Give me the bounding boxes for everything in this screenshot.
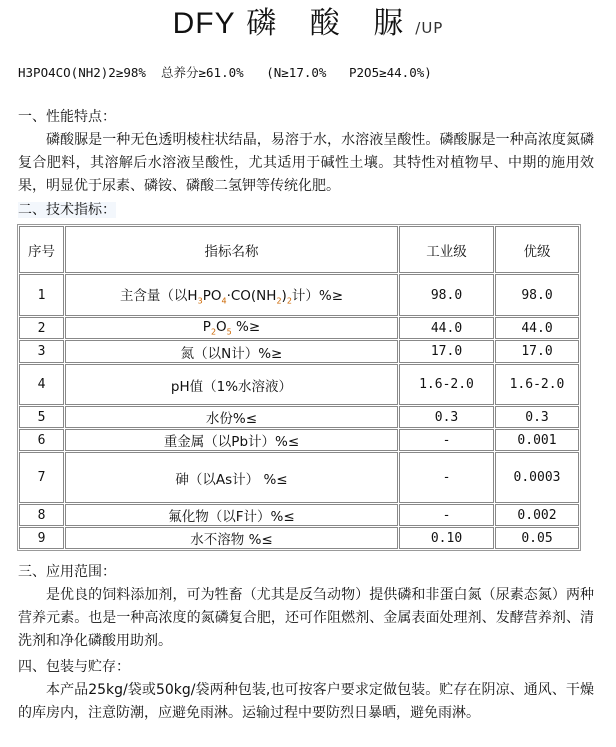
spec-table: [17, 224, 581, 551]
row-industrial: 1.6-2.0: [399, 364, 494, 405]
table-row: [19, 527, 579, 549]
row-no: 1: [19, 274, 64, 316]
row-name-part: 砷（以As计） %≤: [175, 471, 288, 488]
row-name-part: P: [202, 319, 211, 336]
row-name: [65, 429, 398, 451]
row-name-part: 主含量（以H: [119, 288, 198, 305]
section4-text: 本产品25kg/袋或50kg/袋两种包装,也可按客户要求定做包装。贮存在阴凉、通风、干燥的库房内，注意防潮，应避免雨淋。运输过程中要防烈日暴晒，避免雨淋。: [18, 682, 594, 721]
row-no: 3: [19, 340, 64, 363]
row-name-part: 氟化物（以F计）%≤: [168, 509, 295, 525]
section2-heading: [18, 199, 116, 222]
row-premium: 98.0: [495, 274, 579, 316]
section1-text: 磷酸脲是一种无色透明棱柱状结晶，易溶于水，水溶液呈酸性。磷酸脲是一种高浓度氮磷复合肥料，其溶解后水溶液呈酸性，尤其适用于碱性土壤。其特性对植物早、中期的施用效果，明显优于尿素、磷铵、磷酸二氢钾等传统化肥。: [18, 132, 594, 194]
row-premium: 0.0003: [495, 452, 579, 503]
row-industrial: 98.0: [399, 274, 494, 316]
row-industrial: 44.0: [399, 317, 494, 339]
table-row: [19, 406, 579, 428]
row-name-part: 3: [197, 296, 203, 306]
row-name-part: 水不溶物 %≤: [190, 532, 273, 548]
row-premium: 0.3: [495, 406, 579, 428]
header-no: 序号: [19, 226, 64, 273]
row-name-part: 氮（以N计）%≥: [180, 345, 283, 362]
table-row: [19, 429, 579, 451]
section3-heading: 三、应用范围：: [18, 564, 116, 580]
row-name: [65, 340, 398, 363]
title-name: 磷 酸 脲: [246, 6, 416, 41]
row-name: [65, 452, 398, 503]
row-premium: 0.001: [495, 429, 579, 451]
table-row: [19, 274, 579, 316]
row-name: [65, 317, 398, 339]
formula-line: H3PO4CO(NH2)2≥98% 总养分≥61.0% (N≥17.0% P2O5≥44.0%): [18, 65, 432, 80]
row-name-part: 2: [286, 296, 292, 306]
row-name-part: O: [216, 319, 227, 336]
row-name: [65, 274, 398, 316]
row-industrial: 0.3: [399, 406, 494, 428]
row-name: [65, 527, 398, 549]
row-premium: 44.0: [495, 317, 579, 339]
table-row: [19, 452, 579, 503]
row-premium: 0.05: [495, 527, 579, 549]
row-name: [65, 504, 398, 526]
section4-heading: 四、包装与贮存：: [18, 659, 130, 675]
row-no: 7: [19, 452, 64, 503]
row-industrial: 17.0: [399, 340, 494, 363]
row-name-part: 2: [276, 296, 282, 306]
page-title: [0, 4, 616, 48]
row-name-part: ): [281, 288, 287, 305]
row-industrial: -: [399, 429, 494, 451]
row-name-part: 水份%≤: [205, 411, 258, 427]
row-no: 5: [19, 406, 64, 428]
row-name-part: 4: [221, 296, 227, 306]
row-name-part: 计）%≥: [291, 288, 344, 305]
table-header-row: [19, 226, 579, 273]
row-name: [65, 406, 398, 428]
section3-text: 是优良的饲料添加剂，可为牲畜（尤其是反刍动物）提供磷和非蛋白氮（尿素态氮）两种营养元素。也是一种高浓度的氮磷复合肥，还可作阻燃剂、金属表面处理剂、发酵营养剂、清洗剂和净化磷酸用助剂。: [18, 587, 594, 649]
header-premium: 优级: [495, 226, 579, 273]
table-row: [19, 340, 579, 363]
row-name: [65, 364, 398, 405]
row-industrial: 0.10: [399, 527, 494, 549]
row-name-part: 2: [210, 327, 217, 337]
row-no: 8: [19, 504, 64, 526]
title-brand: DFY: [172, 7, 236, 40]
table-row: [19, 364, 579, 405]
section2-heading-text: 二、技术指标：: [18, 202, 116, 218]
row-no: 6: [19, 429, 64, 451]
header-industrial: 工业级: [399, 226, 494, 273]
table-row: [19, 317, 579, 339]
row-industrial: -: [399, 452, 494, 503]
row-premium: 17.0: [495, 340, 579, 363]
row-industrial: -: [399, 504, 494, 526]
row-no: 2: [19, 317, 64, 339]
section1-heading: 一、性能特点：: [18, 109, 116, 125]
row-name-part: ·CO(NH: [226, 288, 277, 305]
table-row: [19, 504, 579, 526]
row-premium: 1.6-2.0: [495, 364, 579, 405]
row-name-part: 5: [226, 327, 232, 337]
title-suffix: /UP: [415, 19, 444, 37]
row-name-part: 重金属（以Pb计）%≤: [163, 434, 300, 450]
row-no: 4: [19, 364, 64, 405]
header-name: 指标名称: [65, 226, 398, 273]
row-no: 9: [19, 527, 64, 549]
row-name-part: pH值（1%水溶液）: [170, 378, 293, 395]
row-premium: 0.002: [495, 504, 579, 526]
row-name-part: %≥: [231, 319, 261, 336]
row-name-part: PO: [202, 288, 222, 305]
